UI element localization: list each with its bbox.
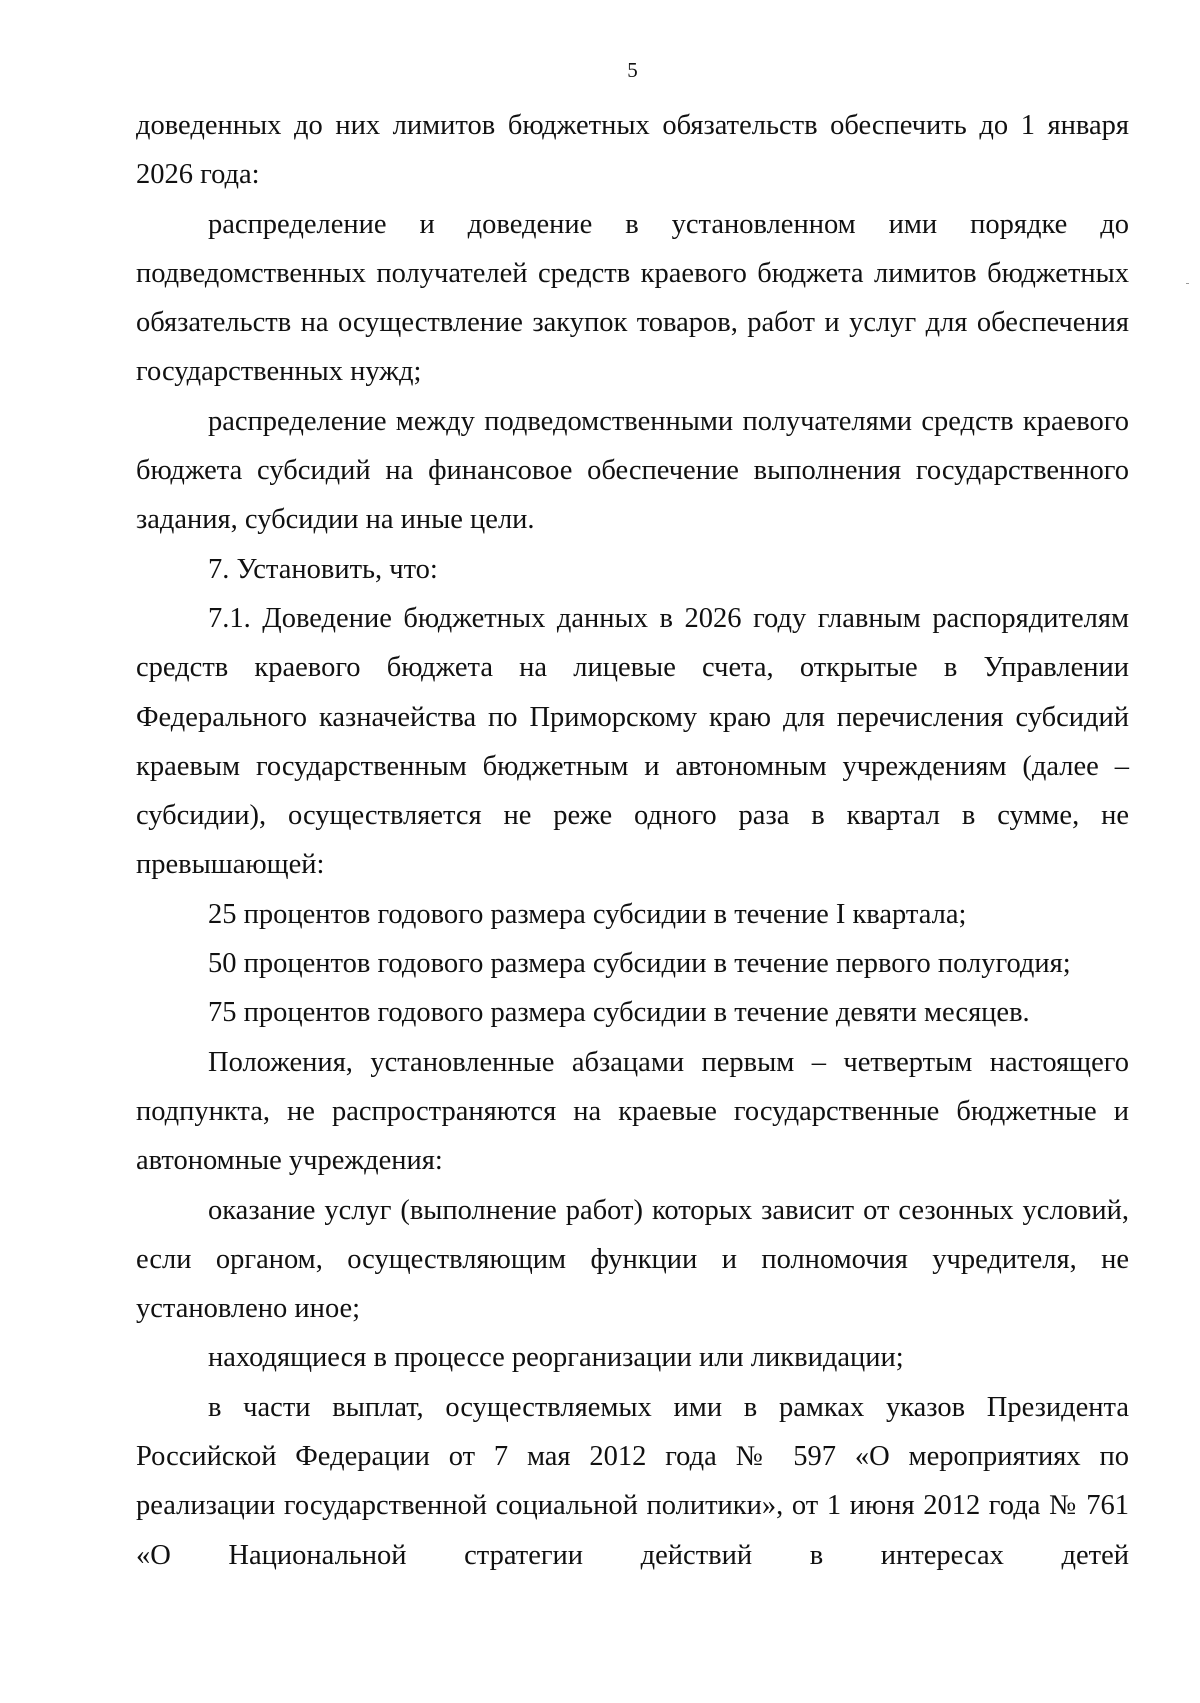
- paragraph-presidential-decrees: в части выплат, осуществляемых ими в рамках указов Президента Российской Федерации от 7 мая 2012 года № 597 «О мероприятиях по реализации государственной социальной политики», от 1 июня 2012 года № 761 «О Национальной стратегии действий в интересах детей: [136, 1391, 1129, 1571]
- paragraph-limits-distribution: распределение и доведение в установленном ими порядке до подведомственных получателей средств краевого бюджета лимитов бюджетных обязательств на осуществление закупок товаров, работ и услуг для обеспечения государственных нужд;: [136, 208, 1129, 388]
- paragraph-75-percent: 75 процентов годового размера субсидии в течение девяти месяцев.: [208, 997, 1030, 1029]
- paragraph-item-7: 7. Установить, что:: [208, 553, 438, 585]
- paragraph-25-percent: 25 процентов годового размера субсидии в течение I квартала;: [208, 898, 967, 930]
- paragraph-50-percent: 50 процентов годового размера субсидии в течение первого полугодия;: [208, 948, 1071, 980]
- paragraph-reorganization: находящиеся в процессе реорганизации или ликвидации;: [208, 1342, 904, 1374]
- paragraph-subsidies-distribution: распределение между подведомственными получателями средств краевого бюджета субсидий на финансовое обеспечение выполнения государственного задания, субсидии на иные цели.: [136, 405, 1129, 536]
- scan-speck: [1186, 283, 1189, 284]
- document-body: [136, 101, 1129, 1580]
- paragraph-exceptions: Положения, установленные абзацами первым – четвертым настоящего подпункта, не распространяются на краевые государственные бюджетные и автономные учреждения:: [136, 1046, 1129, 1177]
- paragraph-continuation: доведенных до них лимитов бюджетных обязательств обеспечить до 1 января 2026 года:: [136, 110, 1129, 191]
- page-number: 5: [627, 58, 638, 82]
- paragraph-item-7-1: 7.1. Доведение бюджетных данных в 2026 году главным распорядителям средств краевого бюджета на лицевые счета, открытые в Управлении Федерального казначейства по Приморскому краю для перечисления субсидий краевым государственным бюджетным и автономным учреждениям (далее – субсидии), осуществляется не реже одного раза в квартал в сумме, не превышающей:: [136, 602, 1129, 881]
- paragraph-seasonal-services: оказание услуг (выполнение работ) которых зависит от сезонных условий, если органом, осуществляющим функции и полномочия учредителя, не установлено иное;: [136, 1194, 1129, 1325]
